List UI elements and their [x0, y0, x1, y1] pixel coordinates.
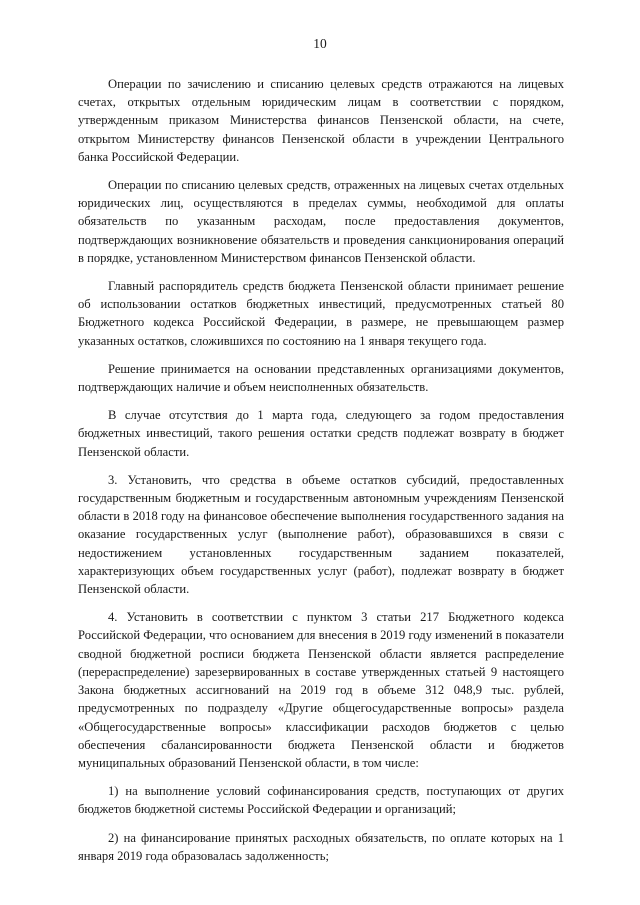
- paragraph-target-funds-writeoff: Операции по списанию целевых средств, отраженных на лицевых счетах отдельных юридических лиц, осуществляются в пределах суммы, необходимой для оплаты обязательств по указанным расходам, после предоставления документов, подтверждающих возникновение обязательств и проведения санкционирования операций в порядке, установленном Министерством финансов Пензенской области.: [78, 178, 564, 265]
- paragraph-target-funds-accounting: Операции по зачислению и списанию целевых средств отражаются на лицевых счетах, открытых отдельным юридическим лицам в соответствии с порядком, утвержденным приказом Министерства финансов Пензенской области, на счете, открытом Министерству финансов Пензенской области в учреждении Центрального банка Российской Федерации.: [78, 77, 564, 164]
- document-body: [78, 75, 564, 875]
- paragraph-clause-4: 4. Установить в соответствии с пунктом 3 статьи 217 Бюджетного кодекса Российской Федерации, что основанием для внесения в 2019 году изменений в показатели сводной бюджетной росписи бюджета Пензенской области является распределение (перераспределение) зарезервированных в составе утвержденных статьей 9 настоящего Закона бюджетных ассигнований на 2019 год в объеме 312 048,9 тыс. рублей, предусмотренных по подразделу «Другие общегосударственные вопросы» раздела «Общегосударственные вопросы» классификации расходов бюджетов с целью обеспечения сбалансированности бюджета Пензенской области и бюджетов муниципальных образований Пензенской области, в том числе:: [78, 610, 564, 770]
- page-number: 10: [313, 36, 327, 51]
- list-item-2: 2) на финансирование принятых расходных обязательств, по оплате которых на 1 января 2019 года образовалась задолженность;: [78, 830, 564, 863]
- list-item-1: 1) на выполнение условий софинансирования средств, поступающих от других бюджетов бюджетной системы Российской Федерации и организаций;: [78, 784, 564, 817]
- paragraph-investment-balances-decision: Главный распорядитель средств бюджета Пензенской области принимает решение об использовании остатков бюджетных инвестиций, предусмотренных статьей 80 Бюджетного кодекса Российской Федерации, в размере, не превышающем размер указанных остатков, сложившихся по состоянию на 1 января текущего года.: [78, 279, 564, 348]
- paragraph-clause-3: 3. Установить, что средства в объеме остатков субсидий, предоставленных государственным бюджетным и государственным автономным учреждениям Пензенской области в 2018 году на финансовое обеспечение выполнения государственного задания на оказание государственных услуг (выполнение работ), образовавшихся в связи с недостижением установленных государственным заданием показателей, характеризующих объем государственных услуг (работ), подлежат возврату в бюджет Пензенской области.: [78, 472, 564, 597]
- paragraph-decision-basis: Решение принимается на основании представленных организациями документов, подтверждающих наличие и объем неисполненных обязательств.: [78, 361, 564, 395]
- paragraph-return-to-budget: В случае отсутствия до 1 марта года, следующего за годом предоставления бюджетных инвестиций, такого решения остатки средств подлежат возврату в бюджет Пензенской области.: [78, 408, 564, 459]
